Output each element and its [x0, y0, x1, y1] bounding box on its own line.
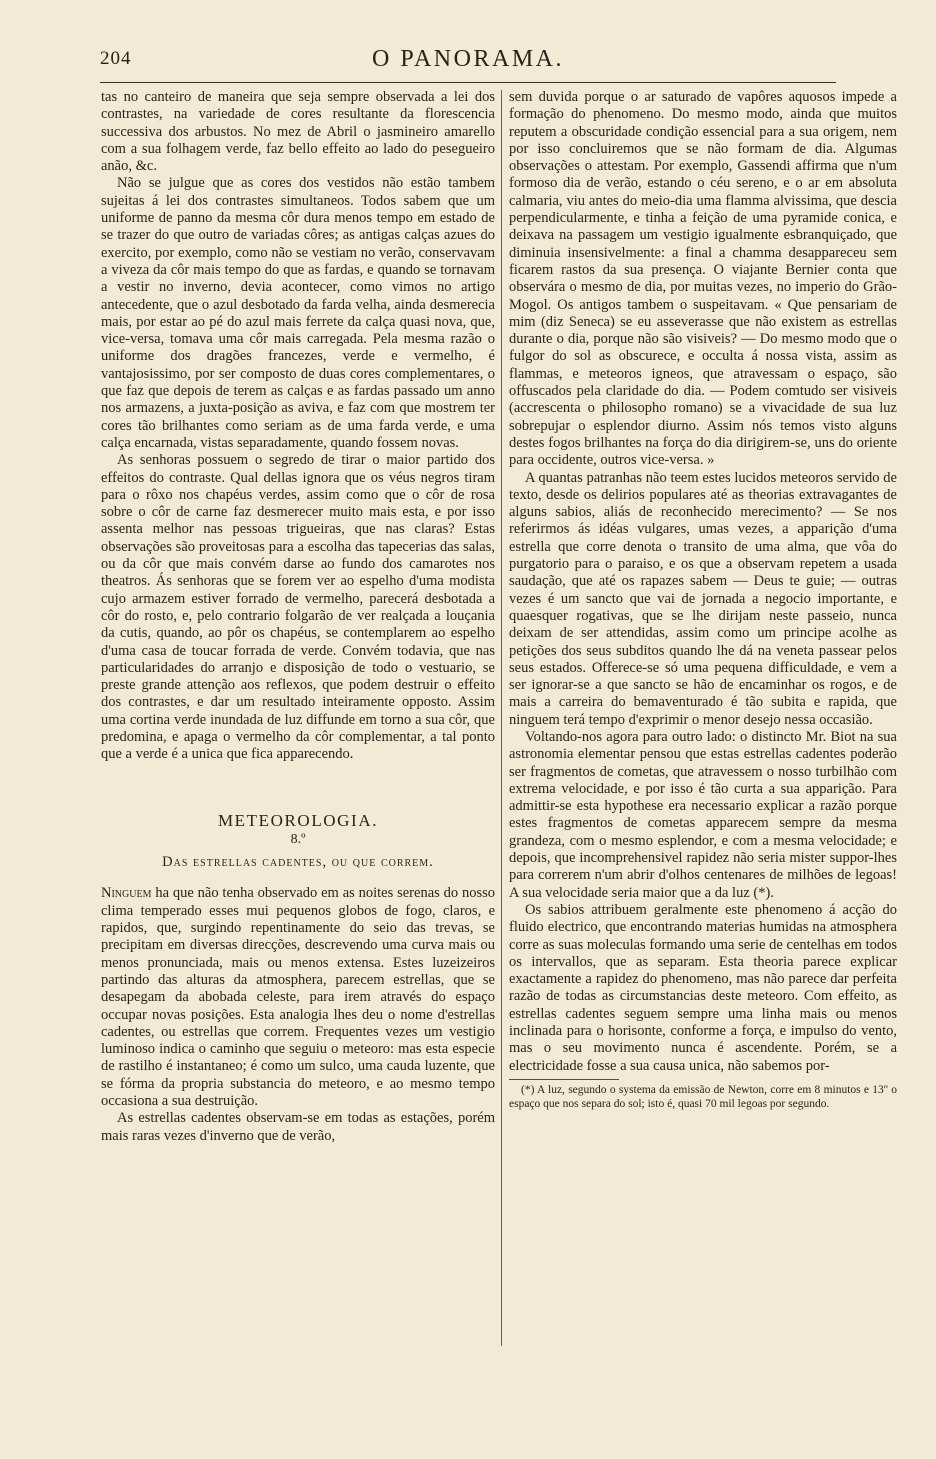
paragraph	[101, 885, 495, 1110]
footnote-rule	[509, 1079, 619, 1080]
running-title: O PANORAMA.	[372, 46, 564, 72]
section-number: 8.º	[290, 831, 306, 847]
paragraph: As estrellas cadentes observam-se em todas as estações, porém mais raras vezes d'inverno que de verão,	[101, 1110, 495, 1144]
paragraph: tas no canteiro de maneira que seja sempre observada a lei dos contrastes, na variedade de cores resultante da florescencia successiva dos arbustos. No mez de Abril o jasmineiro amarello com a sua folhagem verde, faz bello effeito ao lado do pesegueiro anão, &c.	[101, 89, 495, 175]
right-column	[509, 89, 897, 1111]
page-header	[100, 46, 836, 80]
paragraph: Voltando-nos agora para outro lado: o distincto Mr. Biot na sua astronomia elementar pensou que estas estrellas cadentes poderão ser fragmentos de cometas, que atravessem o nosso turbilhão com extrema velocidade, e por isso é tão curta a sua apparição. Para admittir-se esta hypothese era necessario explicar a razão porque estes fragmentos de cometas apparecem sempre da mesma grandeza, com o mesmo esplendor, e com a mesma velocidade; e depois, que incomprehensivel rapidez não seria mister suppor-lhes para correrem n'um abrir d'olhos centenares de milhões de legoas! A sua velocidade seria maior que a da luz (*).	[509, 728, 897, 901]
page-number: 204	[100, 48, 132, 69]
paragraph: A quantas patranhas não teem estes lucidos meteoros servido de texto, desde os delirios populares até as theorias extravagantes de alguns sabios, aliás de reconhecido merecimento? — Se nos referirmos ás idéas vulgares, umas vezes, a apparição d'uma estrella que corre denota o transito de uma alma, que vôa do purgatorio para o paraiso, e os que a observam repetem a usada saudação, que até os rapazes sabem — Deus te guie; — outras vezes é um sancto que vai de jornada a negocio importante, e quaesquer rogativas, que se lhe dirijam neste passeio, nunca deixam de ser attendidas, assim como um principe acolhe as petições dos seus subditos quando lhe dá na veneta passear pelos seus estados. Offerece-se só uma pequena difficuldade, e vem a ser ignorar-se a que sancto se hão de encaminhar os rogos, e de mais a carreira do bemaventurado é tão subita e rapida, que ninguem terá tempo d'exprimir o menor desejo nessa occasião.	[509, 469, 897, 728]
header-rule	[100, 82, 836, 83]
section-heading: METEOROLOGIA.	[217, 810, 379, 830]
drop-word: Ninguem	[101, 885, 152, 902]
paragraph: As senhoras possuem o segredo de tirar o maior partido dos effeitos do contraste. Qual dellas ignora que os véus negros tiram para o rôxo nos chapéus verdes, assim como que o côr de rosa sobre o côr de carne faz desmerecer muito mais esta, e por isso assenta melhor nas pessoas trigueiras, que nas claras? Estas observações são proveitosas para a escolha das tapecerias das salas, ou da côr que mais convém darse ao fundo dos camarotes nos theatros. Ás senhoras que se forem ver ao espelho d'uma modista cujo armazem estiver forrado de vermelho, parecerá desbotada a côr do rosto, e, pelo contrario folgarão de ver realçada a louçania da cutis, quando, ao pôr os chapéus, se contemplarem ao espelho d'uma casa de toucar forrada de verde. Convém todavia, que nas particularidades do arranjo e disposição de todo o vestuario, se preste grande attenção aos reflexos, que podem destruir o effeito dos contrastes, e dar um resultado inteiramente opposto. Assim uma cortina verde inundada de luz diffunde em torno a sua côr, que predomina, e apaga o vermelho da côr complementar, a tal ponto que a verde é a unica que fica apparecendo.	[101, 452, 495, 763]
paragraph: sem duvida porque o ar saturado de vapôres aquosos impede a formação do phenomeno. Do mesmo modo, ainda que muitos reputem a obscuridade condição essencial para a sua origem, nem por isso concluiremos que se não formam de dia. Algumas observações o attestam. Por exemplo, Gassendi affirma que n'um formoso dia de verão, estando o céu sereno, e o ar em absoluta calmaria, viu antes do meio-dia uma flamma alvissima, que descia perpendicularmente, e tinha a feição de uma pyramide conica, e deixava na passagem um vestigio igualmente esbranquiçado, que diminuia insensivelmente: a final a chamma desappareceu sem ficarem rastos da sua presença. O viajante Bernier conta que observára o mesmo de dia, por muitas vezes, no imperio do Grão-Mogol. Os antigos tambem o suspeitavam. « Que pensariam de mim (diz Seneca) se eu asseverasse que não existem as estrellas durante o dia, porque não são visiveis? — Do mesmo modo que o fulgor do sol as obscurece, e occulta á nossa vista, assim as flammas, e meteoros igneos, que atravessam o espaço, são offuscados pela claridade do dia. — Podem comtudo ser visiveis (accrescenta o philosopho romano) se a vivacidade de sua luz sobrepujar o esplendor diurno. Assim nós temos visto alguns destes fogos brilhantes na força do dia dirigirem-se, uns do oriente para occidente, outros vice-versa. »	[509, 89, 897, 469]
left-column	[101, 89, 495, 1145]
article-title: Das estrellas cadentes, ou que correm.	[162, 854, 434, 871]
paragraph: Os sabios attribuem geralmente este phenomeno á acção do fluido electrico, que encontrando materias humidas na atmosphera corre as suas moleculas formando uma serie de centelhas em todos os intervallos, que as separam. Esta theoria parece explicar exactamente a rapidez do phenomeno, mas não parece dar perfeita razão de todas as circumstancias deste meteoro. Com effeito, as estrellas cadentes seguem sempre uma linha mais ou menos inclinada para o horisonte, conforme a força, e impulso do vento, mas o seu movimento nunca é ascendente. Porém, se a electricidade fosse a sua causa unica, não sabemos por-	[509, 901, 897, 1074]
paragraph-text: ha que não tenha observado em as noites serenas do nosso clima temperado esses mui pequenos globos de fogo, claros, e rapidos, que, surgindo repentinamente do seio das trevas, se precipitam em diversas direcções, descrevendo uma curva mais ou menos pronunciada, mais ou menos extensa. Estes luzeizeiros partindo das alturas da atmosphera, parecem estrellas, que se desapegam da abobada celeste, para irem através do espaço occupar novas posições. Esta analogia lhes deu o nome d'estrellas cadentes, ou estrellas que correm. Frequentes vezes um vestigio luminoso indica o caminho que seguiu o meteoro: mas esta especie de rastilho é instantaneo; é como um sulco, uma cauda luzente, que se fórma da propria substancia do meteoro, e ao mesmo tempo occasiona a sua destruição.	[101, 885, 496, 1110]
paragraph: Não se julgue que as cores dos vestidos não estão tambem sujeitas á lei dos contrastes simultaneos. Todos sabem que um uniforme de panno da mesma côr dura menos tempo em estado de se trazer do que outro de variadas côres; as antigas calças azues do exercito, por exemplo, como não se vestiam no verão, conservavam a viveza da côr mais tempo do que as fardas, e quando se tornavam a vestir no inverno, devia acontecer, como vimos no artigo antecedente, que o azul desbotado da farda velha, ainda desmerecia mais, por estar ao pé do azul mais ferrete da calça quasi nova, que, vice-versa, tomava uma côr mais carregada. Pela mesma razão o uniforme dos dragões francezes, verde e vermelho, é vantajosissimo, por ser composto de duas cores complementares, o que faz que depois de terem as calças e as fardas passado um anno nos armazens, a juxta-posição as aviva, e faz com que mostrem ter cores tão brilhantes como seriam as de uma farda verde, e uma calça encarnada, vistas separadamente, quando fossem novas.	[101, 175, 495, 451]
column-divider	[501, 90, 502, 1346]
footnote: (*) A luz, segundo o systema da emissão de Newton, corre em 8 minutos e 13'' o espaço que nos separa do sol; isto é, quasi 70 mil legoas por segundo.	[509, 1083, 897, 1110]
